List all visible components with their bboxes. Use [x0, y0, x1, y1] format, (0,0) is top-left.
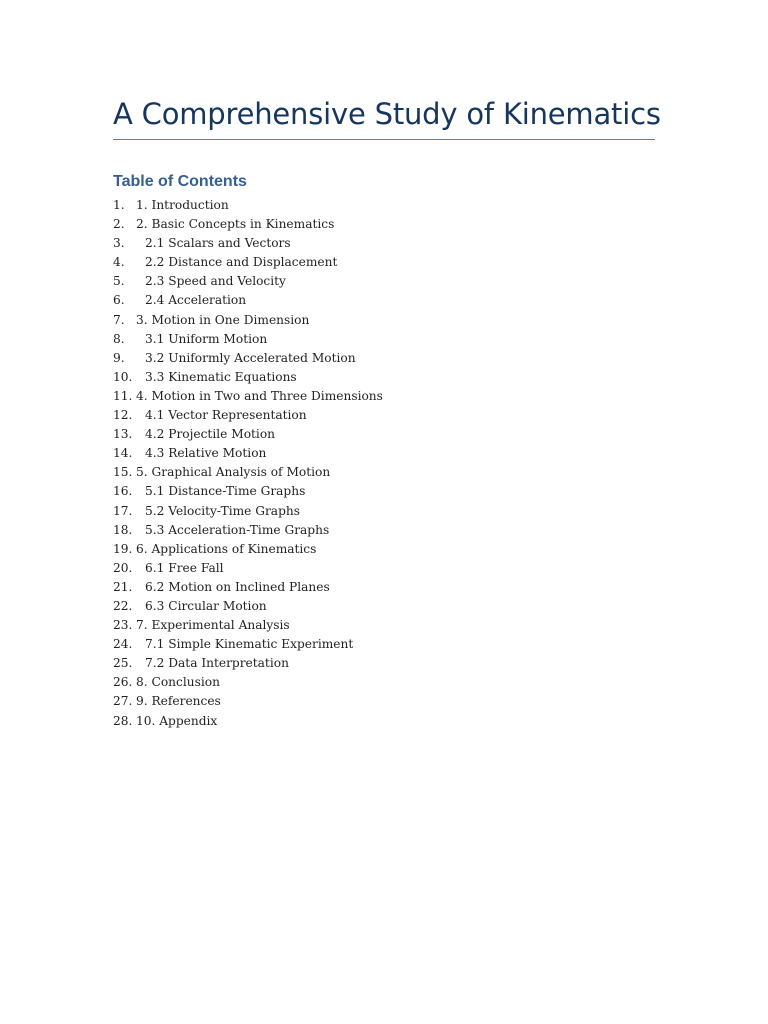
toc-item: [113, 482, 383, 501]
toc-item-number: 5.: [113, 274, 125, 289]
toc-item-number: 7.: [113, 312, 125, 327]
toc-item: [113, 540, 383, 559]
toc-item-number: 6.: [113, 293, 125, 308]
toc-item: [113, 291, 383, 310]
toc-item-number: 1.: [113, 198, 125, 212]
toc-item-text: 8. Conclusion: [136, 675, 220, 690]
toc-item-text: 7.1 Simple Kinematic Experiment: [145, 637, 354, 652]
toc-item-number: 3.: [113, 236, 125, 251]
toc-item-text: 5.2 Velocity-Time Graphs: [145, 503, 300, 518]
toc-item: [113, 502, 383, 521]
toc-item-number: 22.: [113, 598, 133, 613]
toc-item-text: 6.3 Circular Motion: [145, 598, 267, 613]
toc-item: [113, 559, 383, 578]
toc-item: [113, 368, 383, 387]
toc-item-text: 4.3 Relative Motion: [145, 446, 267, 461]
toc-item-text: 3.3 Kinematic Equations: [145, 369, 297, 384]
toc-item-text: 4.1 Vector Representation: [145, 408, 307, 423]
toc-item: [113, 215, 383, 234]
toc-item-text: 2.4 Acceleration: [145, 293, 247, 308]
toc-item-text: 5. Graphical Analysis of Motion: [136, 465, 331, 480]
toc-item-text: 2.3 Speed and Velocity: [145, 274, 286, 289]
toc-item-text: 6.2 Motion on Inclined Planes: [145, 579, 330, 594]
toc-item: [113, 635, 383, 654]
toc-item-text: 9. References: [136, 694, 221, 709]
toc-item: [113, 444, 383, 463]
toc-item-number: 13.: [113, 427, 133, 442]
toc-item: [113, 253, 383, 272]
toc-item-text: 4. Motion in Two and Three Dimensions: [136, 388, 383, 403]
toc-item-text: 5.1 Distance-Time Graphs: [145, 484, 306, 499]
toc-item-text: 5.3 Acceleration-Time Graphs: [145, 522, 330, 537]
toc-item-number: 23.: [113, 618, 133, 633]
toc-item-text: 2. Basic Concepts in Kinematics: [136, 217, 335, 232]
toc-item-number: 27.: [113, 694, 133, 709]
toc-item: [113, 597, 383, 616]
toc-item: [113, 311, 383, 330]
toc-item-number: 28.: [113, 713, 133, 728]
toc-item-number: 17.: [113, 503, 133, 518]
toc-item: [113, 616, 383, 635]
toc-item-text: 1. Introduction: [136, 198, 229, 212]
toc-item-number: 19.: [113, 541, 133, 556]
toc-item-number: 16.: [113, 484, 133, 499]
toc-item: [113, 234, 383, 253]
toc-item-number: 12.: [113, 408, 133, 423]
toc-item-text: 4.2 Projectile Motion: [145, 427, 276, 442]
toc-item: [113, 654, 383, 673]
toc-item-number: 4.: [113, 255, 125, 270]
toc-item-number: 18.: [113, 522, 133, 537]
toc-item: [113, 463, 383, 482]
toc-item-number: 11.: [113, 388, 133, 403]
toc-item-text: 3. Motion in One Dimension: [136, 312, 310, 327]
toc-item-text: 6. Applications of Kinematics: [136, 541, 317, 556]
toc-item-text: 3.2 Uniformly Accelerated Motion: [145, 350, 356, 365]
toc-item-number: 25.: [113, 656, 133, 671]
toc-item: [113, 330, 383, 349]
toc-item-text: 7. Experimental Analysis: [136, 618, 290, 633]
toc-item-text: 3.1 Uniform Motion: [145, 331, 268, 346]
toc-item-number: 8.: [113, 331, 125, 346]
toc-item-text: 2.2 Distance and Displacement: [145, 255, 338, 270]
toc-item-text: 10. Appendix: [136, 713, 218, 728]
toc-heading: Table of Contents: [113, 173, 247, 190]
toc-item-text: 6.1 Free Fall: [145, 560, 224, 575]
toc-item: [113, 387, 383, 406]
toc-item-number: 9.: [113, 350, 125, 365]
toc-item-number: 24.: [113, 637, 133, 652]
toc-item: [113, 712, 383, 731]
toc-item-number: 14.: [113, 446, 133, 461]
toc-item-number: 20.: [113, 560, 133, 575]
toc-item-text: 2.1 Scalars and Vectors: [145, 236, 291, 251]
toc-item: [113, 521, 383, 540]
toc-list: [113, 196, 383, 731]
toc-item-number: 10.: [113, 369, 133, 384]
toc-item-number: 15.: [113, 465, 133, 480]
toc-item: [113, 349, 383, 368]
title-underline: [113, 139, 655, 140]
toc-item: [113, 692, 383, 711]
toc-item-number: 21.: [113, 579, 133, 594]
toc-item-number: 2.: [113, 217, 125, 232]
toc-item-text: 7.2 Data Interpretation: [145, 656, 289, 671]
toc-item: [113, 272, 383, 291]
toc-item-number: 26.: [113, 675, 133, 690]
document-title: A Comprehensive Study of Kinematics: [113, 97, 661, 131]
toc-item: [113, 673, 383, 692]
toc-item: [113, 425, 383, 444]
toc-item: [113, 406, 383, 425]
toc-item: [113, 578, 383, 597]
toc-item: [113, 196, 383, 215]
